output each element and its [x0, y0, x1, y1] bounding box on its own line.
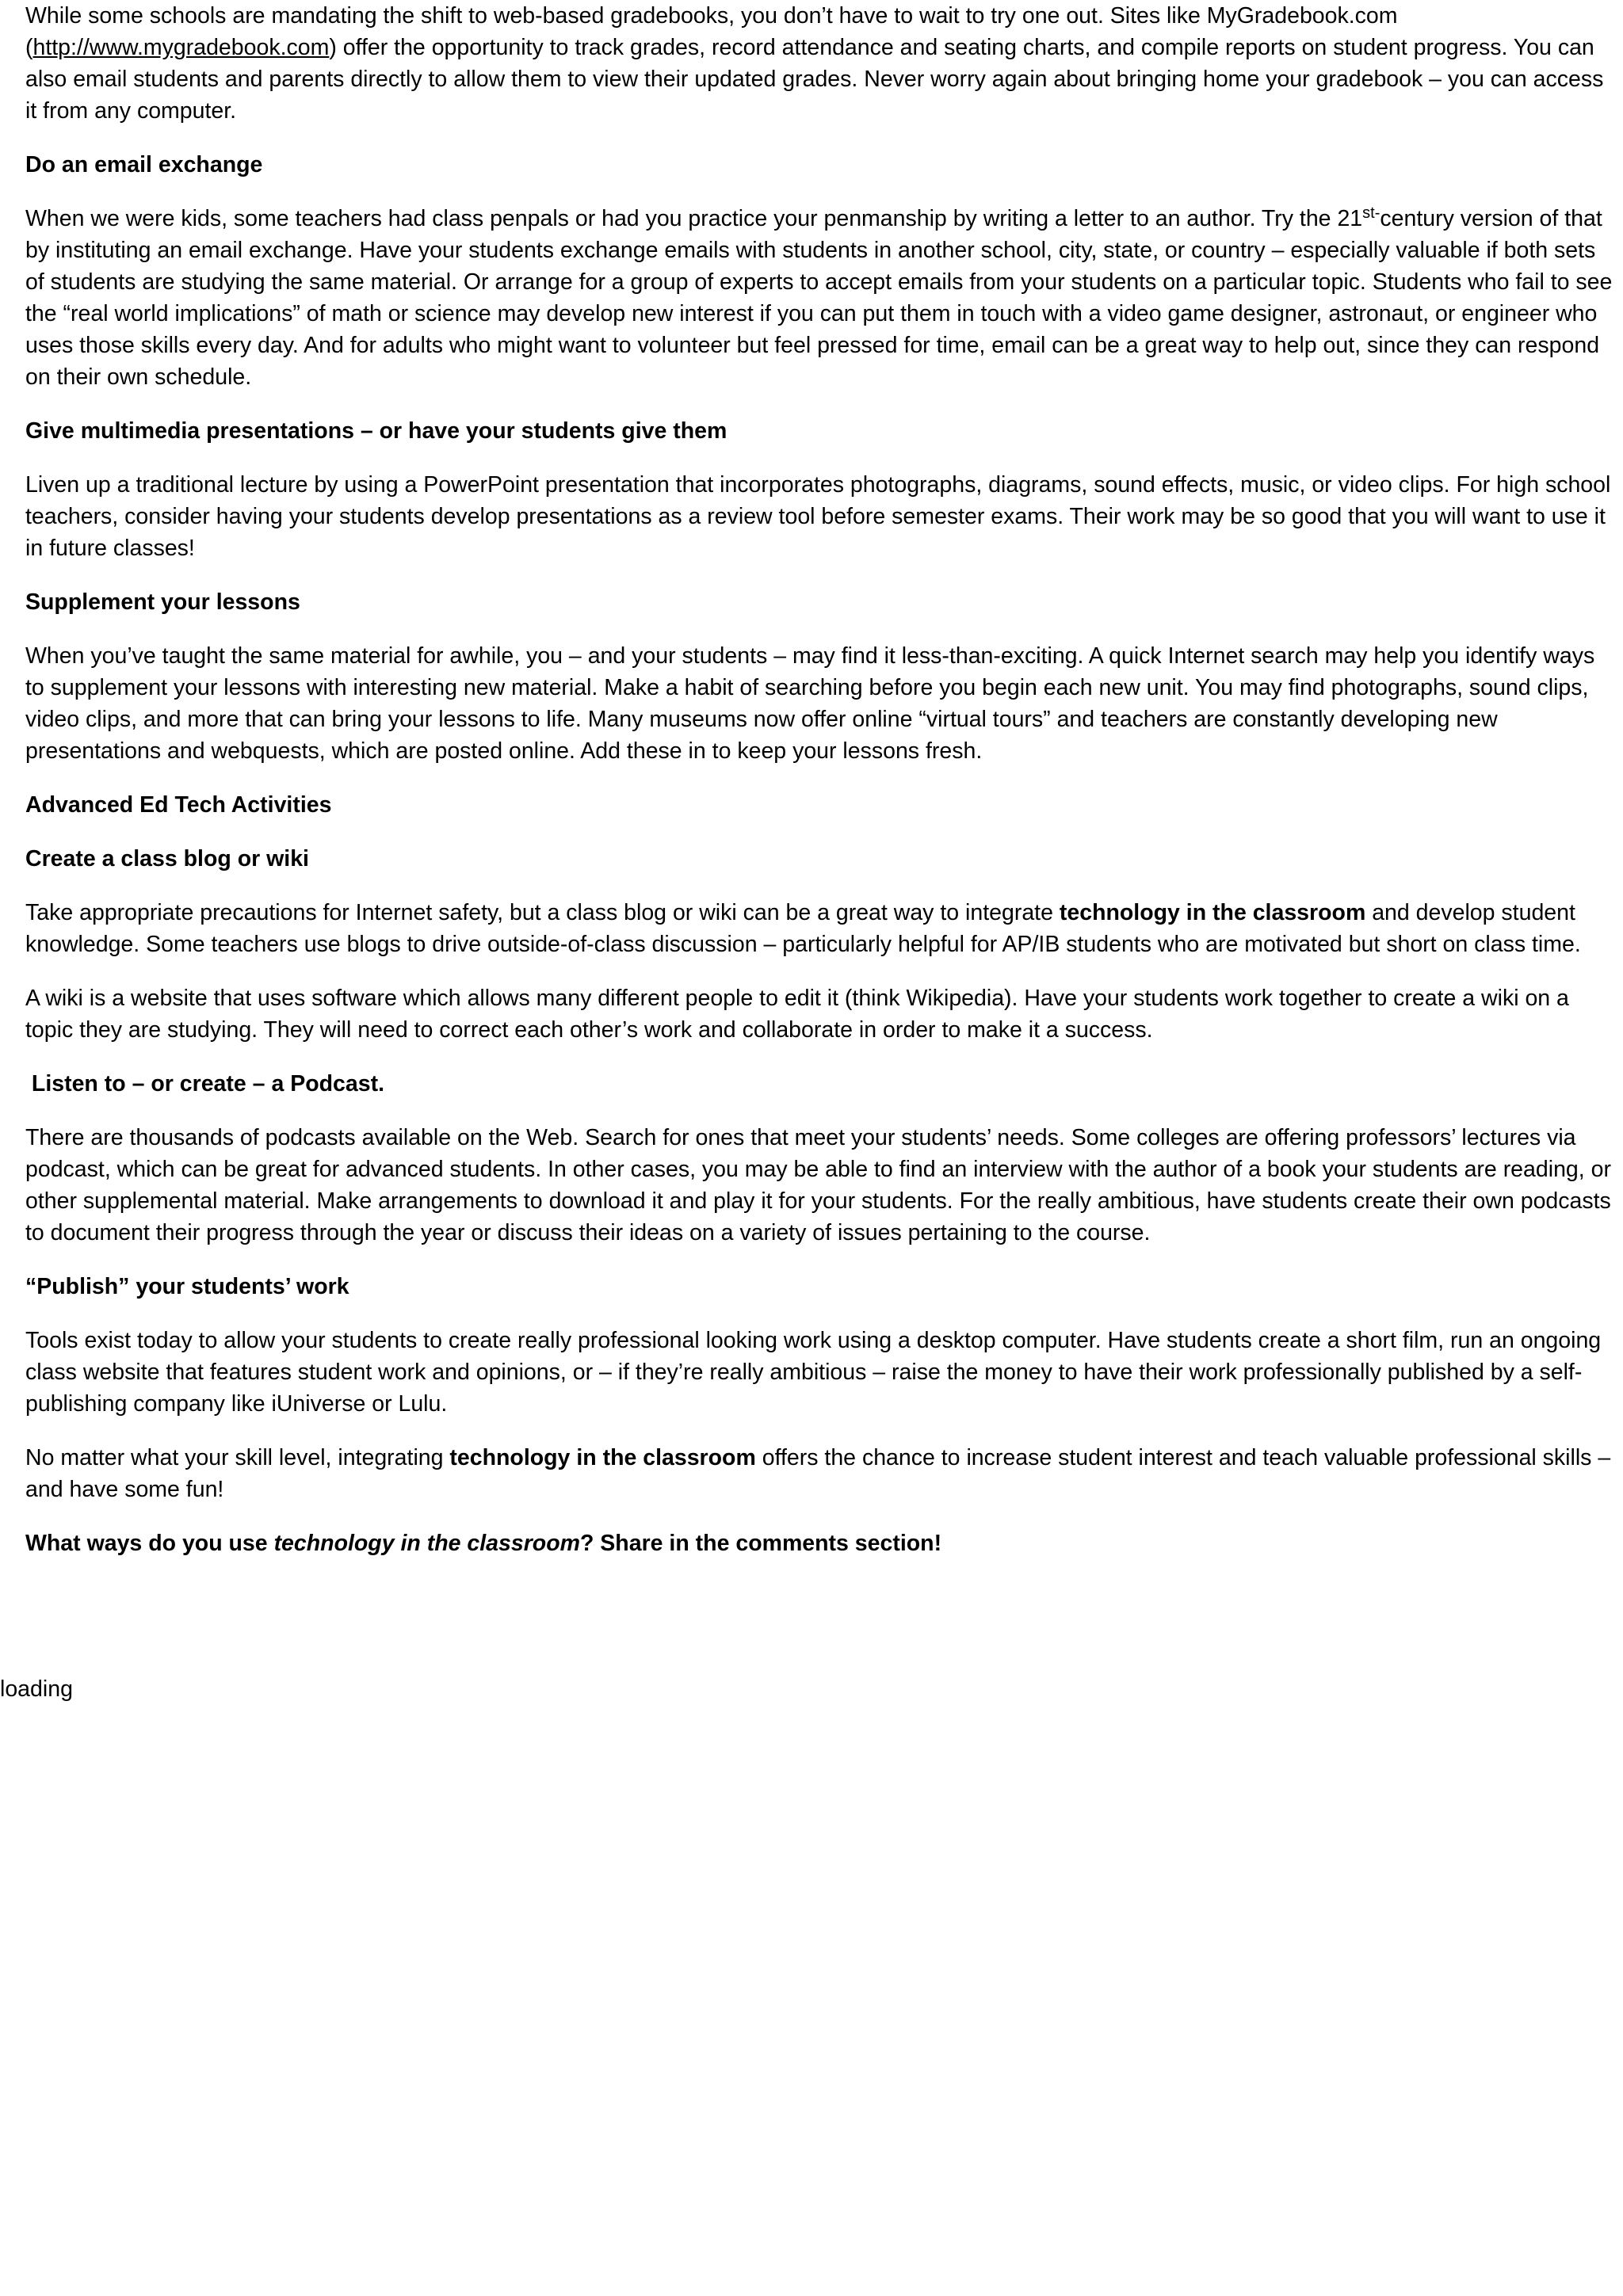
- paragraph-publish: Tools exist today to allow your students to create really professional looking work using a desktop computer. Have students create a short film, run an ongoing class website that features student work and opinions, or – if they’re really ambitious – raise the money to have their work professionally published by a self-publishing company like iUniverse or Lulu.: [25, 1328, 1602, 1417]
- paragraph-text: Take appropriate precautions for Internet safety, but a class blog or wiki can be a great way to integrate: [25, 900, 1060, 925]
- heading-podcast: Listen to – or create – a Podcast.: [25, 1071, 384, 1097]
- mygradebook-link[interactable]: http://www.mygradebook.com: [32, 35, 330, 60]
- paragraph-text: century version of that by instituting an email exchange. Have your students exchange emails with students in another school, city, state, or country – especially valuable if both sets of students are studying the same material. Or arrange for a group of experts to accept emails from your students on a particular topic. Students who fail to see the “real world implications” of math or science may develop new interest if you can put them in touch with a video game designer, astronaut, or engineer who uses those skills every day. And for adults who might want to volunteer but feel pressed for time, email can be a great way to help out, since they can respond on their own schedule.: [25, 206, 1613, 390]
- heading-email-exchange: Do an email exchange: [25, 152, 263, 177]
- call-to-action: [25, 1527, 1618, 1559]
- paragraph-supplement: When you’ve taught the same material for awhile, you – and your students – may find it less-than-exciting. A quick Internet search may help you identify ways to supplement your lessons with interesting new material. Make a habit of searching before you begin each new unit. You may find photographs, sound clips, video clips, and more that can bring your lessons to life. Many museums now offer online “virtual tours” and teachers are constantly developing new presentations and webquests, which are posted online. Add these in to keep your lessons fresh.: [25, 643, 1595, 764]
- heading-multimedia: Give multimedia presentations – or have your students give them: [25, 418, 727, 444]
- bold-keyword: technology in the classroom: [449, 1445, 756, 1470]
- loading-indicator: loading: [0, 1676, 73, 1702]
- paragraph-text: No matter what your skill level, integrating: [25, 1445, 450, 1470]
- heading-advanced-activities: Advanced Ed Tech Activities: [25, 792, 332, 818]
- heading-blog-wiki: Create a class blog or wiki: [25, 846, 309, 871]
- paragraph-text: While some schools are mandating the shift to web-based gradebooks, you don’t have to wait to try one out. Sites like MyGradebook.com (: [25, 3, 1398, 60]
- paragraph-email-exchange: [25, 203, 1618, 393]
- paragraph-wiki: A wiki is a website that uses software which allows many different people to edit it (think Wikipedia). Have your students work together to create a wiki on a topic they are studying. They will need to correct each other’s work and collaborate in order to make it a success.: [25, 986, 1569, 1043]
- paragraph-gradebook: [25, 0, 1618, 127]
- heading-supplement: Supplement your lessons: [25, 589, 300, 615]
- cta-text: ? Share in the comments section!: [579, 1531, 942, 1556]
- heading-publish: “Publish” your students’ work: [25, 1274, 349, 1299]
- paragraph-text: offers the chance to increase student interest and teach valuable professional skills – and have some fun!: [25, 1445, 1611, 1502]
- superscript-ordinal: st-: [1362, 204, 1381, 222]
- paragraph-conclusion: [25, 1442, 1618, 1505]
- paragraph-text: ) offer the opportunity to track grades, record attendance and seating charts, and compile reports on student progress. You can also email students and parents directly to allow them to view their updated grades. Never worry again about bringing home your gradebook – you can access it from any computer.: [25, 35, 1604, 124]
- paragraph-podcast: There are thousands of podcasts available on the Web. Search for ones that meet your students’ needs. Some colleges are offering professors’ lectures via podcast, which can be great for advanced students. In other cases, you may be able to find an interview with the author of a book your students are reading, or other supplemental material. Make arrangements to download it and play it for your students. For the really ambitious, have students create their own podcasts to document their progress through the year or discuss their ideas on a variety of issues pertaining to the course.: [25, 1125, 1611, 1245]
- bold-keyword: technology in the classroom: [1059, 900, 1366, 925]
- article-body: [25, 0, 1618, 1581]
- paragraph-text: When we were kids, some teachers had class penpals or had you practice your penmanship by writing a letter to an author. Try the 21: [25, 206, 1363, 231]
- cta-italic-keyword: technology in the classroom: [273, 1531, 580, 1556]
- cta-text: What ways do you use: [25, 1531, 274, 1556]
- paragraph-text: and develop student knowledge. Some teachers use blogs to drive outside-of-class discussion – particularly helpful for AP/IB students who are motivated but short on class time.: [25, 900, 1581, 957]
- paragraph-blog: [25, 897, 1618, 960]
- paragraph-multimedia: Liven up a traditional lecture by using a PowerPoint presentation that incorporates photographs, diagrams, sound effects, music, or video clips. For high school teachers, consider having your students develop presentations as a review tool before semester exams. Their work may be so good that you will want to use it in future classes!: [25, 472, 1611, 561]
